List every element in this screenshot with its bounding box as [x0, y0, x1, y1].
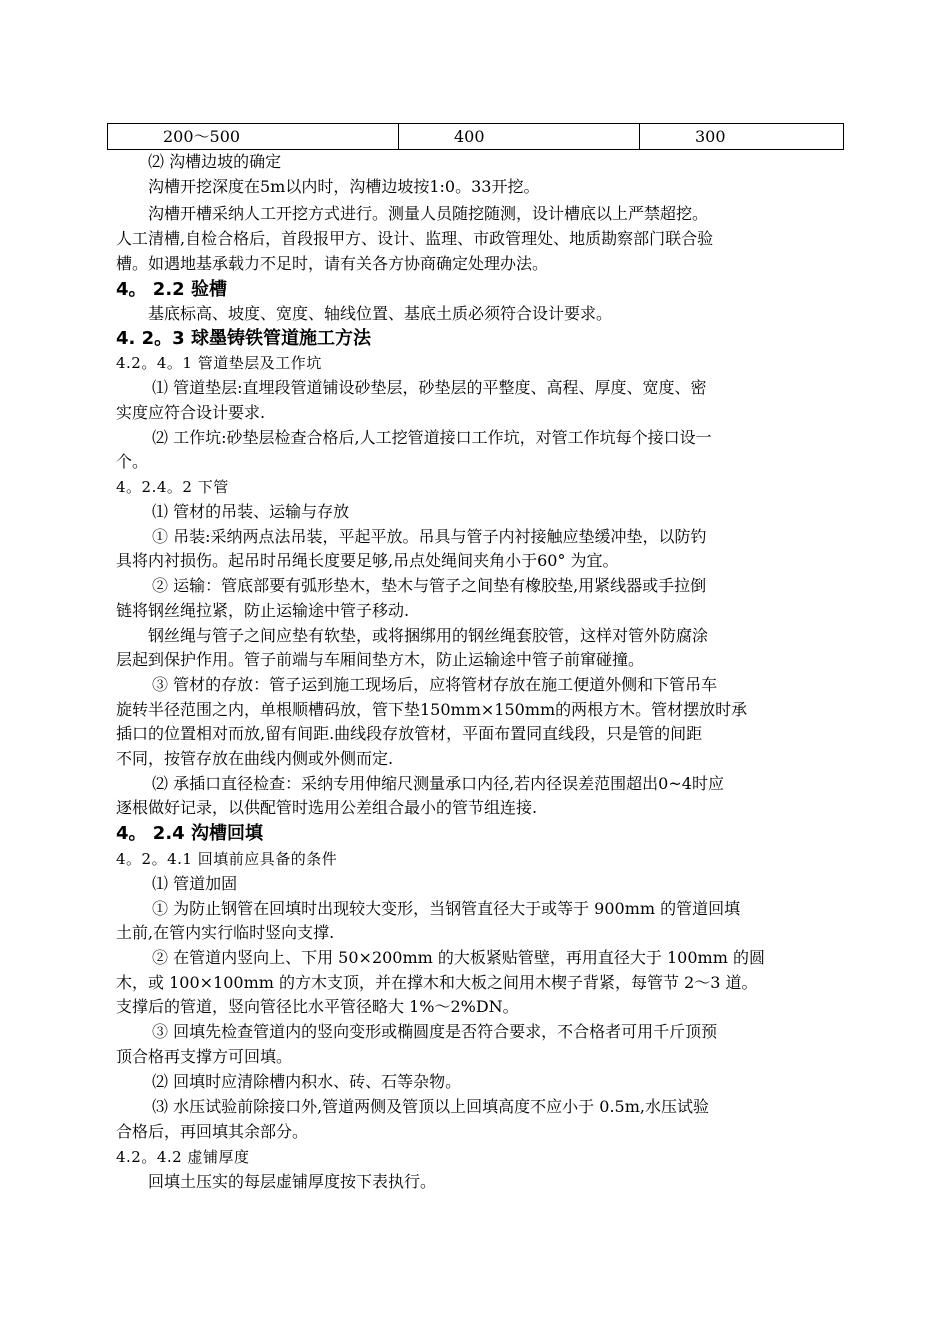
- table-cell: 300: [640, 124, 844, 150]
- paragraph-line: ② 在管道内竖向上、下用 50×200mm 的大板紧贴管壁，再用直径大于 100mm 的圆: [152, 948, 765, 967]
- paragraph-line: 木，或 100×100mm 的方木支顶，并在撑木和大板之间用木楔子背紧，每管节 2～3 道。: [116, 973, 758, 992]
- paragraph-line: ⑴ 管道垫层:直埋段管道铺设砂垫层，砂垫层的平整度、高程、厚度、宽度、密: [152, 378, 707, 397]
- section-heading: 4。 2.2 验槽: [116, 279, 227, 300]
- paragraph-line: 沟槽开挖深度在5m以内时，沟槽边坡按1:0。33开挖。: [148, 177, 540, 196]
- paragraph-line: ⑵ 沟槽边坡的确定: [148, 152, 282, 171]
- paragraph-line: 插口的位置相对而放,留有间距.曲线段存放管材，平面布置同直线段，只是管的间距: [116, 724, 703, 743]
- section-heading: 4. 2。3 球墨铸铁管道施工方法: [116, 328, 371, 349]
- paragraph-line: ⑴ 管道加固: [152, 874, 238, 893]
- subsection-heading: 4.2。4.2 虚铺厚度: [116, 1148, 250, 1166]
- paragraph-line: 基底标高、坡度、宽度、轴线位置、基底土质必须符合设计要求。: [148, 304, 613, 323]
- paragraph-line: 具将内衬损伤。起吊时吊绳长度要足够,吊点处绳间夹角小于60° 为宜。: [116, 551, 619, 570]
- paragraph-line: ② 运输：管底部要有弧形垫木，垫木与管子之间垫有橡胶垫,用紧线器或手拉倒: [152, 576, 707, 595]
- paragraph-line: 土前,在管内实行临时竖向支撑.: [116, 923, 335, 942]
- paragraph-line: 合格后，再回填其余部分。: [116, 1122, 309, 1141]
- paragraph-line: 个。: [116, 452, 149, 471]
- paragraph-line: 钢丝绳与管子之间应垫有软垫，或将捆绑用的钢丝绳套胶管，这样对管外防腐涂: [148, 626, 709, 645]
- paragraph-line: 逐根做好记录，以供配管时选用公差组合最小的管节组连接.: [116, 798, 538, 817]
- paragraph-line: 支撑后的管道，竖向管径比水平管径略大 1%～2%DN。: [116, 997, 519, 1016]
- subsection-heading: 4。2.4。2 下管: [116, 478, 229, 496]
- table-cell: 400: [399, 124, 640, 150]
- paragraph-line: 顶合格再支撑方可回填。: [116, 1047, 293, 1066]
- paragraph-line: 链将钢丝绳拉紧，防止运输途中管子移动.: [116, 601, 410, 620]
- paragraph-line: ⑵ 回填时应清除槽内积水、砖、石等杂物。: [152, 1072, 462, 1091]
- paragraph-line: ⑶ 水压试验前除接口外,管道两侧及管顶以上回填高度不应小于 0.5m,水压试验: [152, 1097, 709, 1116]
- paragraph-line: 层起到保护作用。管子前端与车厢间垫方木，防止运输途中管子前窜碰撞。: [116, 650, 645, 669]
- paragraph-line: ⑴ 管材的吊装、运输与存放: [152, 502, 350, 521]
- paragraph-line: ③ 管材的存放：管子运到施工现场后，应将管材存放在施工便道外侧和下管吊车: [152, 675, 718, 694]
- paragraph-line: ⑵ 工作坑:砂垫层检查合格后,人工挖管道接口工作坑，对管工作坑每个接口设一: [152, 428, 712, 447]
- paragraph-line: 人工清槽,自检合格后，首段报甲方、设计、监理、市政管理处、地质勘察部门联合验: [116, 229, 714, 248]
- paragraph-line: ③ 回填先检查管道内的竖向变形或椭圆度是否符合要求，不合格者可用千斤顶预: [152, 1022, 718, 1041]
- paragraph-line: ⑵ 承插口直径检查：采纳专用伸缩尺测量承口内径,若内径误差范围超出0~4时应: [152, 774, 724, 793]
- paragraph-line: ① 为防止钢管在回填时出现较大变形，当钢管直径大于或等于 900mm 的管道回填: [152, 899, 741, 918]
- paragraph-line: 槽。如遇地基承载力不足时，请有关各方协商确定处理办法。: [116, 254, 549, 273]
- table-row: [108, 124, 844, 150]
- paragraph-line: 沟槽开槽采纳人工开挖方式进行。测量人员随挖随测，设计槽底以上严禁超挖。: [148, 204, 709, 223]
- table-cell: 200～500: [108, 124, 399, 150]
- paragraph-line: 不同，按管存放在曲线内侧或外侧而定.: [116, 749, 394, 768]
- subsection-heading: 4。2。4.1 回填前应具备的条件: [116, 850, 338, 868]
- paragraph-line: 实度应符合设计要求.: [116, 403, 266, 422]
- subsection-heading: 4.2。4。1 管道垫层及工作坑: [116, 354, 322, 372]
- paragraph-line: ① 吊装:采纳两点法吊装，平起平放。吊具与管子内衬接触应垫缓冲垫，以防钓: [152, 527, 707, 546]
- section-heading: 4。 2.4 沟槽回填: [116, 823, 263, 844]
- paragraph-line: 回填土压实的每层虚铺厚度按下表执行。: [148, 1172, 437, 1191]
- paragraph-line: 旋转半径范围之内，单根顺槽码放，管下垫150mm×150mm的两根方木。管材摆放时承: [116, 700, 748, 719]
- thickness-table: [107, 123, 844, 150]
